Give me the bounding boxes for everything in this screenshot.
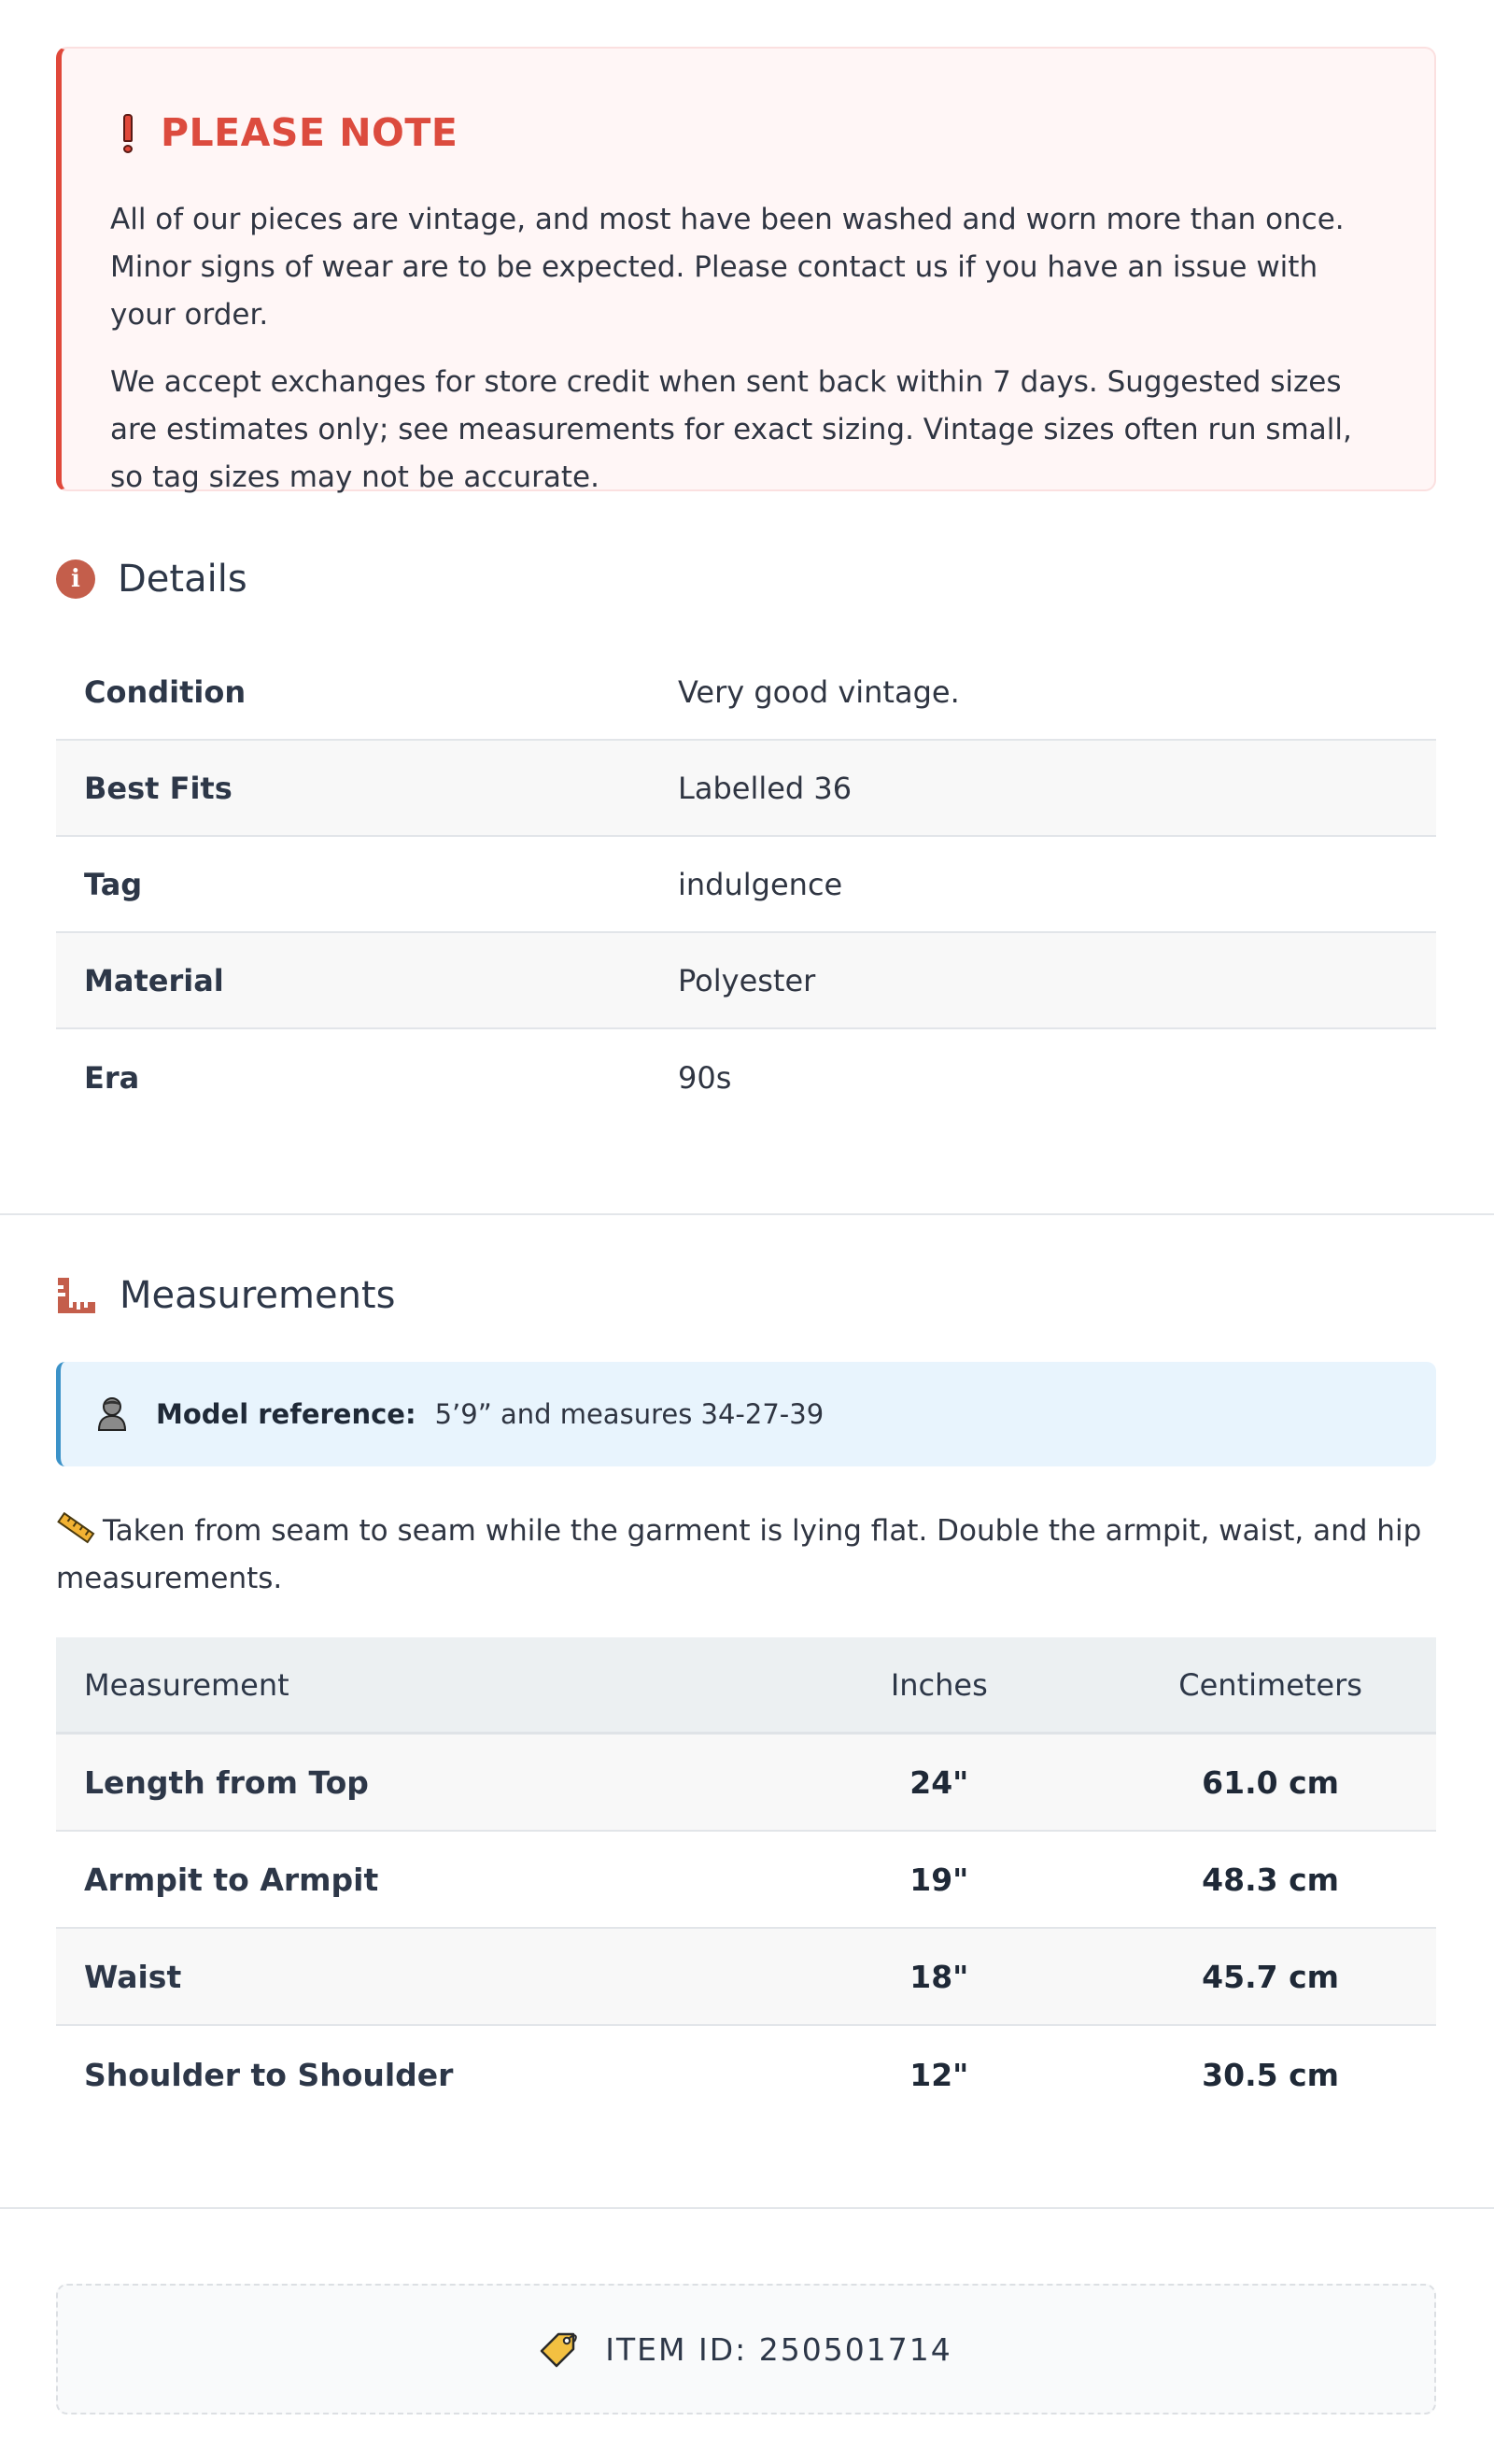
notice-paragraph-1: All of our pieces are vintage, and most have been washed and worn more than once. Minor signs of wear are to be expected. Please contact us if you have an issue with your order. [110, 203, 1345, 332]
measurement-name: Waist [84, 1958, 182, 1995]
details-value: Labelled 36 [678, 770, 853, 806]
ruler-icon [56, 1276, 97, 1315]
table-row [56, 1735, 1436, 1832]
column-header-inches: Inches [890, 1666, 988, 1703]
measurements-table [56, 1637, 1436, 2123]
details-value: indulgence [678, 866, 843, 902]
measurements-table-header [56, 1637, 1436, 1735]
measurement-cm: 30.5 cm [1202, 2056, 1340, 2093]
details-key: Era [84, 1060, 140, 1096]
measurement-name: Length from Top [84, 1763, 369, 1801]
model-reference-value: 5’9” and measures 34-27-39 [434, 1398, 825, 1430]
section-divider [0, 2207, 1494, 2209]
details-row [56, 1029, 1436, 1126]
measurements-table-body [56, 1735, 1436, 2123]
measurement-name: Shoulder to Shoulder [84, 2056, 454, 2093]
measurement-inches: 18" [909, 1958, 969, 1995]
measurement-cm: 48.3 cm [1202, 1861, 1340, 1898]
item-id: ITEM ID: 250501714 [605, 2330, 952, 2368]
notice-header [110, 106, 1386, 159]
details-row [56, 741, 1436, 837]
measurement-inches: 12" [909, 2056, 969, 2093]
measurements-header [56, 1274, 395, 1317]
measurement-inches: 24" [909, 1763, 969, 1801]
details-header [56, 558, 247, 601]
details-value: Very good vintage. [678, 673, 960, 710]
details-row [56, 644, 1436, 741]
model-reference-label: Model reference: [156, 1398, 416, 1430]
measurement-name: Armpit to Armpit [84, 1861, 379, 1898]
details-table [56, 644, 1436, 1126]
column-header-centimeters: Centimeters [1178, 1666, 1362, 1703]
measurement-note-text: Taken from seam to seam while the garment is lying flat. Double the armpit, waist, and hip measurements. [56, 1514, 1422, 1595]
tag-icon [540, 2330, 579, 2368]
details-key: Material [84, 962, 224, 998]
exclamation-icon [123, 114, 133, 151]
details-value: 90s [678, 1060, 732, 1096]
pencil-icon [56, 1511, 95, 1543]
item-id-box [56, 2284, 1436, 2414]
notice-title: PLEASE NOTE [161, 110, 458, 155]
measurements-title: Measurements [120, 1274, 396, 1317]
details-row [56, 933, 1436, 1029]
notice-paragraph-2: We accept exchanges for store credit when sent back within 7 days. Suggested sizes are estimates only; see measurements for exact sizing. Vintage sizes often run small, so tag sizes may not be accurate. [110, 365, 1352, 494]
column-header-measurement: Measurement [84, 1666, 289, 1703]
table-row [56, 1832, 1436, 1929]
measurement-note [56, 1508, 1436, 1603]
details-key: Best Fits [84, 770, 233, 806]
section-divider [0, 1213, 1494, 1215]
table-row [56, 2026, 1436, 2123]
details-key: Tag [84, 866, 143, 902]
model-reference [56, 1362, 1436, 1466]
measurement-cm: 45.7 cm [1202, 1958, 1340, 1995]
notice-box [56, 47, 1436, 494]
measurement-cm: 61.0 cm [1202, 1763, 1340, 1801]
info-icon: i [56, 559, 95, 599]
details-key: Condition [84, 673, 247, 710]
details-value: Polyester [678, 962, 816, 998]
details-row [56, 837, 1436, 933]
details-title: Details [118, 558, 247, 601]
table-row [56, 1929, 1436, 2026]
measurement-inches: 19" [909, 1861, 969, 1898]
person-icon [96, 1396, 128, 1432]
